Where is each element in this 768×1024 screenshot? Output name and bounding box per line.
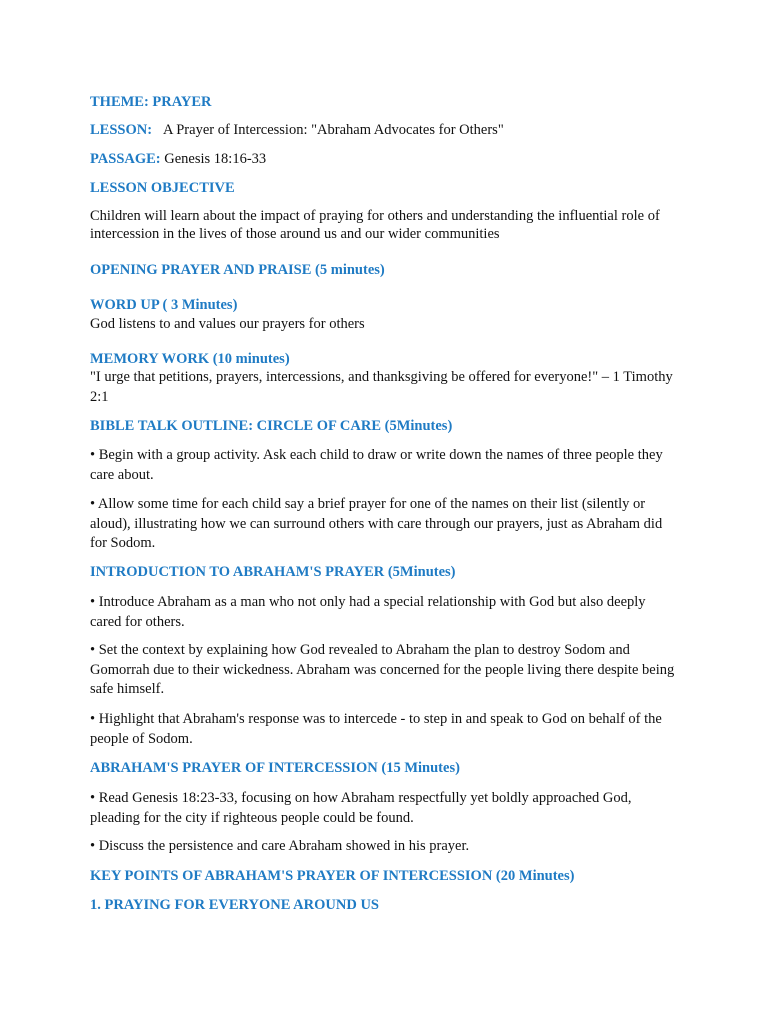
list-item: • Discuss the persistence and care Abraham showed in his prayer. xyxy=(90,838,470,854)
list-item: • Set the context by explaining how God revealed to Abraham the plan to destroy Sodom and Gomorrah due to their wickedness. Abraham was concerned for the people living there despite being safe himself. xyxy=(90,642,675,698)
list-item: • Allow some time for each child say a brief prayer for one of the names on their list (silently or aloud), illustrating how we can surround others with care through our prayers, just as Abraham did for Sodom. xyxy=(90,496,663,552)
passage-label: PASSAGE: xyxy=(90,151,161,167)
word-up-heading: WORD UP ( 3 Minutes) xyxy=(90,297,238,313)
lesson-label: LESSON: xyxy=(90,122,153,138)
lesson-line xyxy=(90,121,680,141)
document-page xyxy=(90,0,680,1024)
memory-work-heading: MEMORY WORK (10 minutes) xyxy=(90,351,290,367)
passage-reference: Genesis 18:16-33 xyxy=(164,151,267,167)
list-item: • Highlight that Abraham's response was to intercede - to step in and speak to God on behalf of the people of Sodom. xyxy=(90,711,662,747)
theme-heading: THEME: PRAYER xyxy=(90,94,212,110)
opening-prayer-heading: OPENING PRAYER AND PRAISE (5 minutes) xyxy=(90,262,385,278)
key-point-one-heading: 1. PRAYING FOR EVERYONE AROUND US xyxy=(90,897,379,913)
introduction-heading: INTRODUCTION TO ABRAHAM'S PRAYER (5Minutes) xyxy=(90,564,456,580)
intercession-heading: ABRAHAM'S PRAYER OF INTERCESSION (15 Minutes) xyxy=(90,760,460,776)
memory-work-verse: "I urge that petitions, prayers, intercessions, and thanksgiving be offered for everyone!" – 1 Timothy 2:1 xyxy=(90,369,673,405)
passage-line xyxy=(90,150,680,170)
lesson-title: A Prayer of Intercession: "Abraham Advocates for Others" xyxy=(162,122,504,138)
list-item: • Read Genesis 18:23-33, focusing on how Abraham respectfully yet boldly approached God, pleading for the city if righteous people could be found. xyxy=(90,790,632,826)
lesson-objective-text: Children will learn about the impact of praying for others and understanding the influential role of intercession in the lives of those around us and our wider communities xyxy=(90,208,660,242)
list-item: • Introduce Abraham as a man who not only had a special relationship with God but also deeply cared for others. xyxy=(90,594,646,630)
list-item: • Begin with a group activity. Ask each child to draw or write down the names of three people they care about. xyxy=(90,447,663,483)
word-up-text: God listens to and values our prayers for others xyxy=(90,316,365,332)
bible-talk-heading: BIBLE TALK OUTLINE: CIRCLE OF CARE (5Minutes) xyxy=(90,418,453,434)
key-points-heading: KEY POINTS OF ABRAHAM'S PRAYER OF INTERCESSION (20 Minutes) xyxy=(90,868,575,884)
lesson-objective-heading: LESSON OBJECTIVE xyxy=(90,180,235,196)
